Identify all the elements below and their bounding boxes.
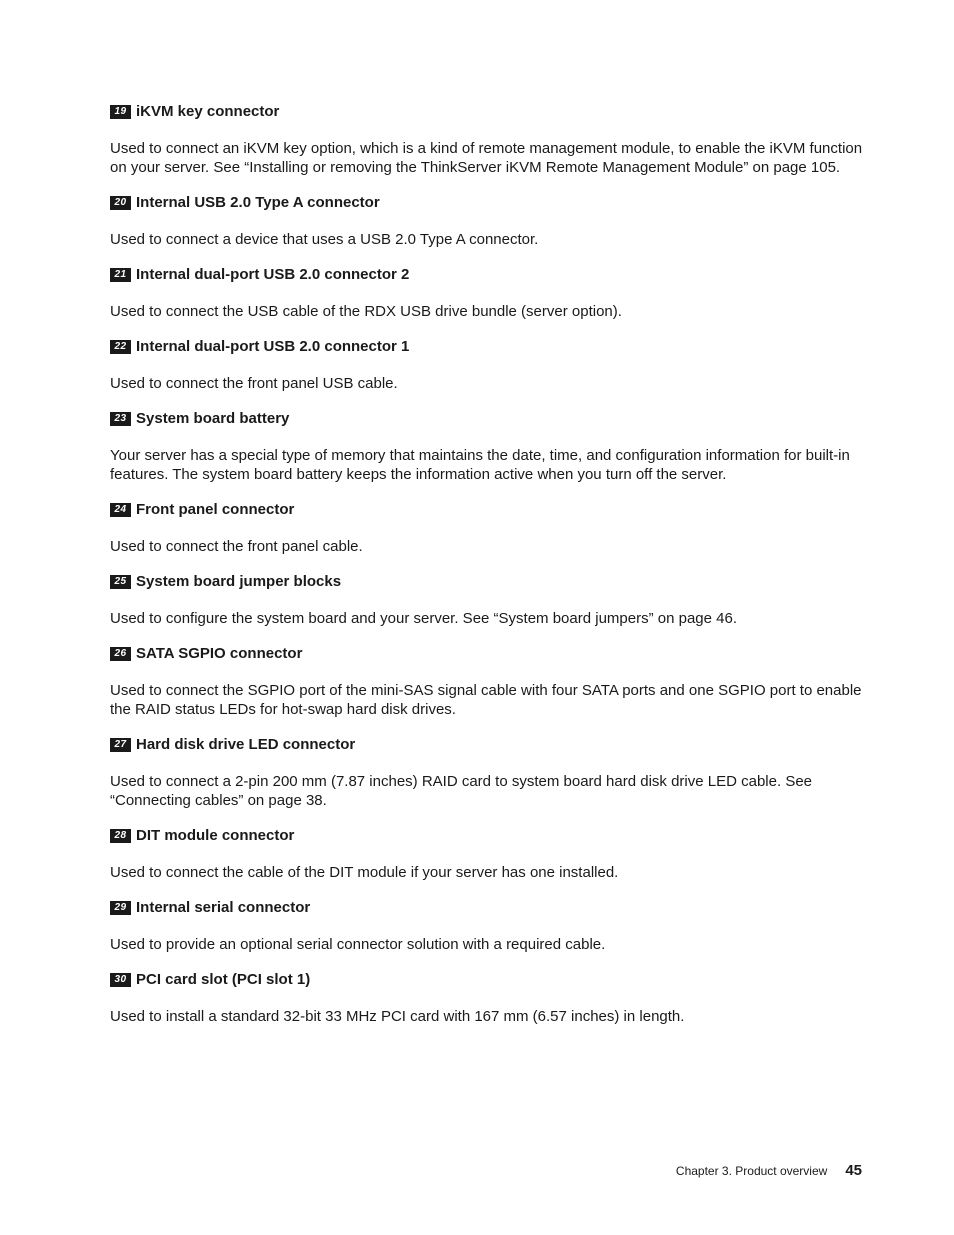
item-heading (110, 409, 870, 429)
list-item (110, 898, 870, 954)
item-description: Used to connect the front panel USB cable. (110, 375, 398, 392)
item-heading (110, 102, 870, 122)
item-heading (110, 572, 870, 592)
item-title: Internal dual-port USB 2.0 connector 1 (136, 338, 410, 355)
item-heading (110, 898, 870, 918)
callout-number-badge: 24 (110, 503, 131, 517)
list-item (110, 735, 870, 810)
list-item (110, 265, 870, 321)
item-title: Internal dual-port USB 2.0 connector 2 (136, 266, 410, 283)
item-heading (110, 337, 870, 357)
item-title: PCI card slot (PCI slot 1) (136, 971, 311, 988)
list-item (110, 970, 870, 1026)
item-heading (110, 644, 870, 664)
callout-number-badge: 27 (110, 738, 131, 752)
item-title: System board battery (136, 410, 290, 427)
callout-number-badge: 26 (110, 647, 131, 661)
item-description: Used to connect the SGPIO port of the mini-SAS signal cable with four SATA ports and one SGPIO port to enable the RAID status LEDs for hot-swap hard disk drives. (110, 682, 862, 718)
item-heading (110, 826, 870, 846)
item-heading (110, 500, 870, 520)
callout-number-badge: 23 (110, 412, 131, 426)
callout-number-badge: 29 (110, 901, 131, 915)
page-footer (676, 1162, 862, 1179)
list-item (110, 102, 870, 177)
item-title: DIT module connector (136, 827, 295, 844)
list-item (110, 644, 870, 719)
item-description: Used to connect the front panel cable. (110, 538, 363, 555)
item-title: Hard disk drive LED connector (136, 736, 356, 753)
item-description: Used to connect the USB cable of the RDX USB drive bundle (server option). (110, 303, 622, 320)
callout-number-badge: 19 (110, 105, 131, 119)
callout-number-badge: 25 (110, 575, 131, 589)
list-item (110, 826, 870, 882)
item-description: Used to connect an iKVM key option, which is a kind of remote management module, to enable the iKVM function on your server. See “Installing or removing the ThinkServer iKVM Remote Management Module” on page 105. (110, 140, 863, 176)
callout-number-badge: 30 (110, 973, 131, 987)
list-item (110, 193, 870, 249)
item-title: iKVM key connector (136, 103, 280, 120)
item-description: Used to connect a device that uses a USB 2.0 Type A connector. (110, 231, 539, 248)
callout-number-badge: 28 (110, 829, 131, 843)
item-heading (110, 970, 870, 990)
list-item (110, 337, 870, 393)
item-title: Internal USB 2.0 Type A connector (136, 194, 380, 211)
list-item (110, 409, 870, 484)
footer-chapter-title: Chapter 3. Product overview (675, 1164, 828, 1178)
item-description: Your server has a special type of memory that maintains the date, time, and configuration information for built-in features. The system board battery keeps the information active when you turn off the server. (110, 447, 850, 483)
item-title: SATA SGPIO connector (136, 645, 303, 662)
item-description: Used to connect a 2-pin 200 mm (7.87 inches) RAID card to system board hard disk drive LED cable. See “Connecting cables” on page 38. (110, 773, 813, 809)
item-heading (110, 265, 870, 285)
item-description: Used to install a standard 32-bit 33 MHz PCI card with 167 mm (6.57 inches) in length. (110, 1008, 685, 1025)
item-title: System board jumper blocks (136, 573, 342, 590)
callout-number-badge: 22 (110, 340, 131, 354)
callout-number-badge: 20 (110, 196, 131, 210)
list-item (110, 500, 870, 556)
page-number: 45 (845, 1162, 862, 1179)
list-item (110, 572, 870, 628)
item-title: Internal serial connector (136, 899, 311, 916)
item-description: Used to provide an optional serial connector solution with a required cable. (110, 936, 606, 953)
item-heading (110, 193, 870, 213)
item-title: Front panel connector (136, 501, 295, 518)
callout-number-badge: 21 (110, 268, 131, 282)
item-description: Used to configure the system board and your server. See “System board jumpers” on page 46. (110, 610, 737, 627)
item-heading (110, 735, 870, 755)
page-content (110, 102, 870, 1042)
item-description: Used to connect the cable of the DIT module if your server has one installed. (110, 864, 619, 881)
